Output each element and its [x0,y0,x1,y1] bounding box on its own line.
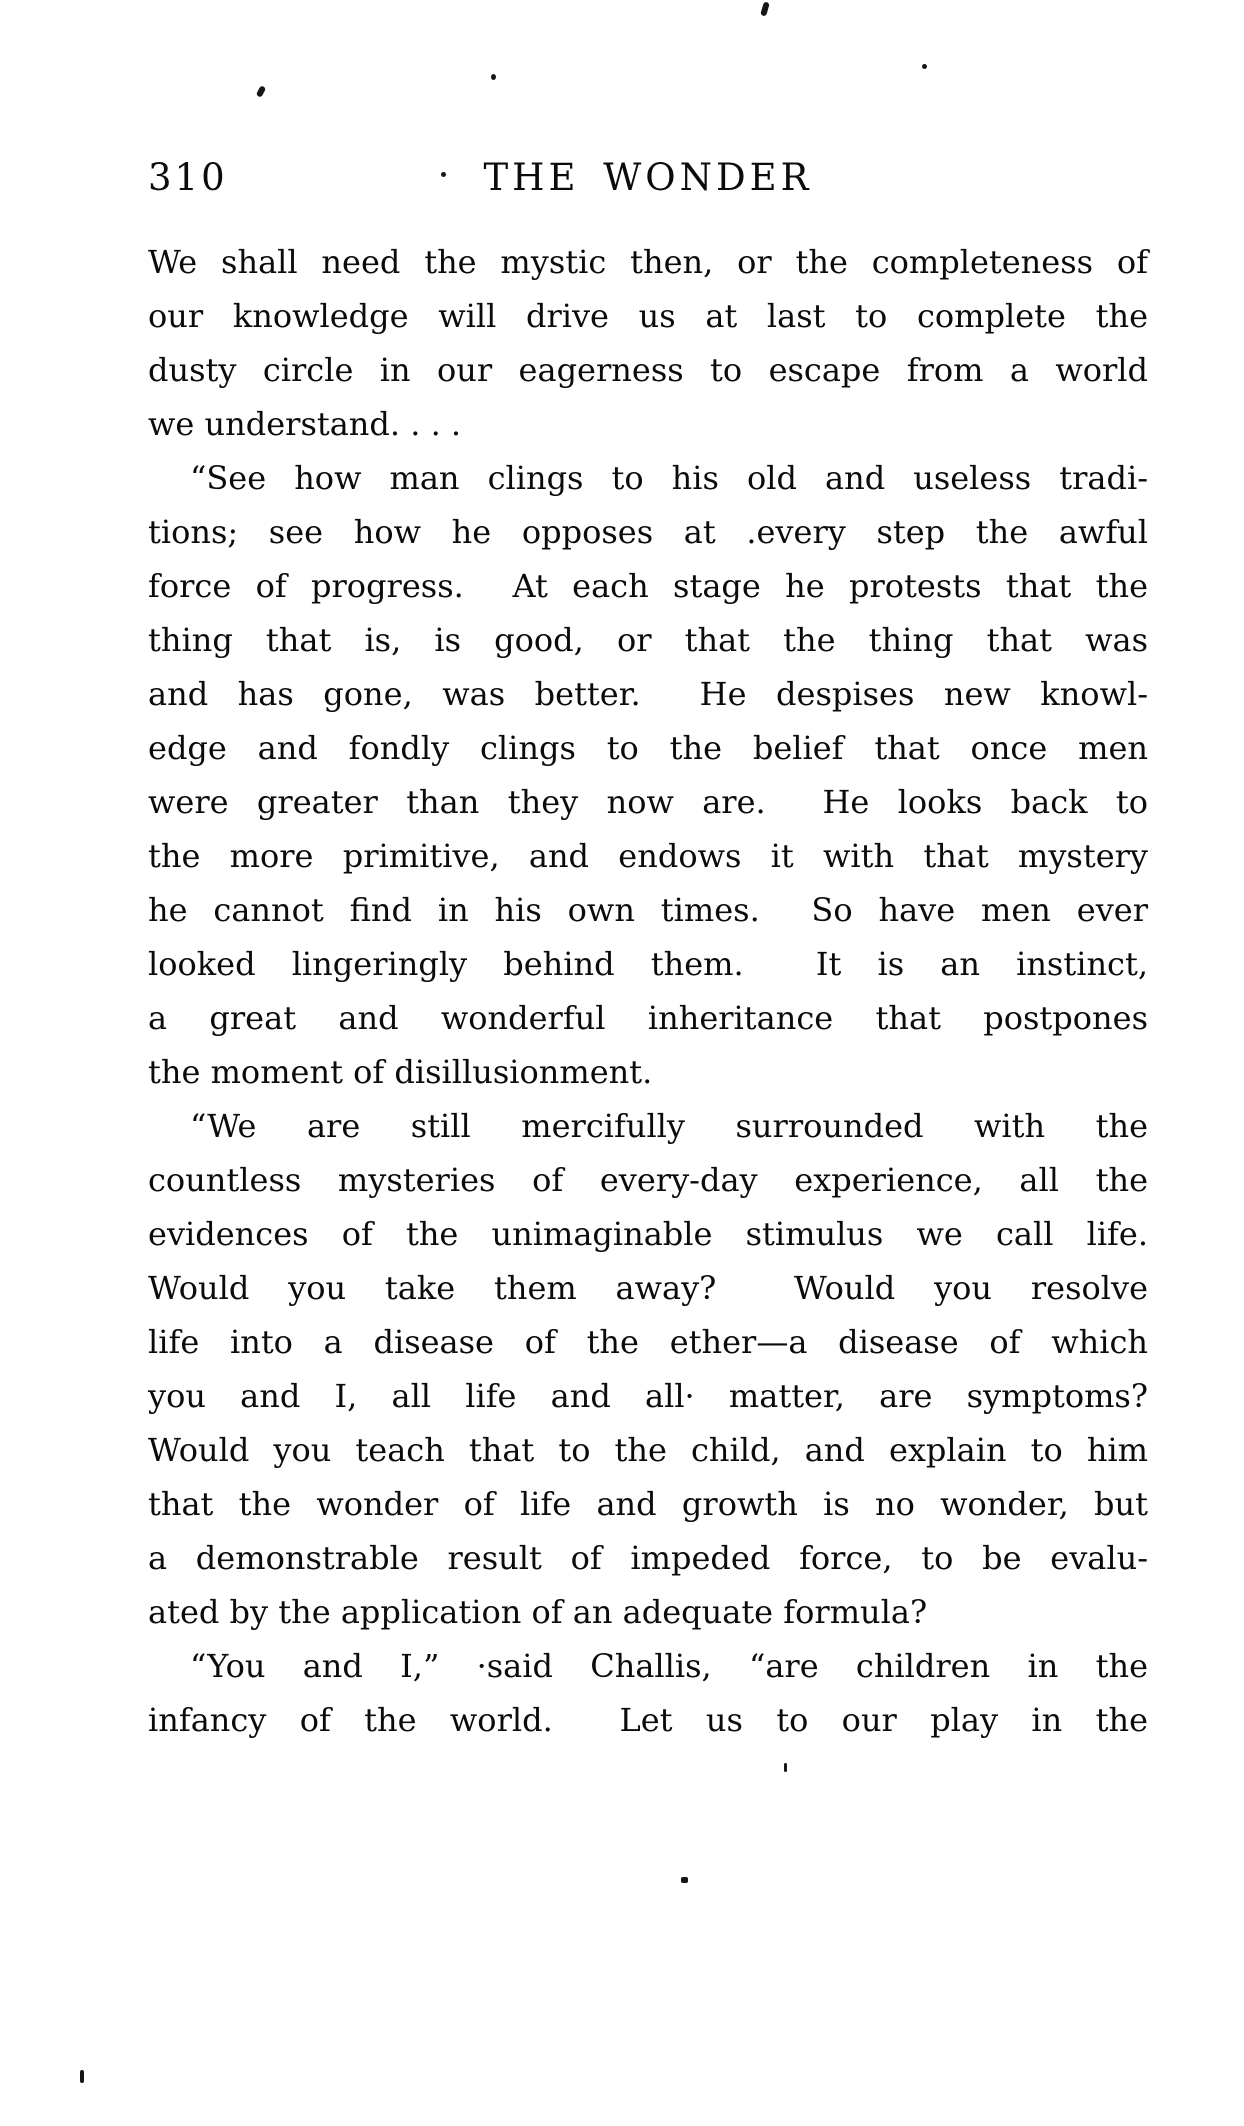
text-line: looked lingeringly behind them. It is an instinct, [148,945,1148,983]
text-line: the moment of disillusionment. [148,1053,653,1091]
text-line: evidences of the unimaginable stimulus we call life. [148,1215,1148,1253]
text-line: countless mysteries of every-day experience, all the [148,1161,1148,1199]
paragraph [148,451,1148,1099]
text-line: life into a disease of the ether—a disease of which [148,1323,1148,1361]
ink-speck [922,64,927,69]
ink-speck [760,1,770,16]
running-title: THE WONDER [483,156,813,199]
text-line: “See how man clings to his old and useless tradi- [190,459,1148,497]
text-line: we understand. . . . [148,405,462,443]
paragraph [148,1639,1148,1747]
paragraph [148,1099,1148,1639]
ink-speck [80,2070,84,2083]
text-line: edge and fondly clings to the belief that once men [148,729,1148,767]
text-line: “We are still mercifully surrounded with the [190,1107,1148,1145]
text-line: We shall need the mystic then, or the completeness of [148,243,1148,281]
ink-speck [681,1877,688,1883]
body-text [148,235,1148,1747]
text-line: thing that is, is good, or that the thing that was [148,621,1148,659]
text-line: Would you teach that to the child, and explain to him [148,1431,1148,1469]
text-line: infancy of the world. Let us to our play in the [148,1701,1148,1739]
text-line: Would you take them away? Would you resolve [148,1269,1148,1307]
text-line: and has gone, was better. He despises new knowl- [148,675,1148,713]
ink-speck [256,85,266,98]
text-line: you and I, all life and all· matter, are symptoms? [148,1377,1148,1415]
text-line: tions; see how he opposes at .every step the awful [148,513,1148,551]
ink-speck [784,1763,787,1772]
text-line: dusty circle in our eagerness to escape from a world [148,351,1148,389]
text-line: force of progress. At each stage he protests that the [148,567,1148,605]
ink-speck [491,74,496,80]
page-number: 310 [148,156,228,199]
text-line: ated by the application of an adequate formula? [148,1593,928,1631]
text-line: that the wonder of life and growth is no wonder, but [148,1485,1148,1523]
running-header [148,156,1148,202]
text-line: our knowledge will drive us at last to complete the [148,297,1148,335]
text-line: were greater than they now are. He looks back to [148,783,1148,821]
paragraph [148,235,1148,451]
text-line: “You and I,” ·said Challis, “are children in the [190,1647,1148,1685]
text-line: the more primitive, and endows it with that mystery [148,837,1148,875]
text-line: a demonstrable result of impeded force, to be evalu- [148,1539,1148,1577]
text-line: he cannot find in his own times. So have men ever [148,891,1148,929]
text-line: a great and wonderful inheritance that postpones [148,999,1148,1037]
